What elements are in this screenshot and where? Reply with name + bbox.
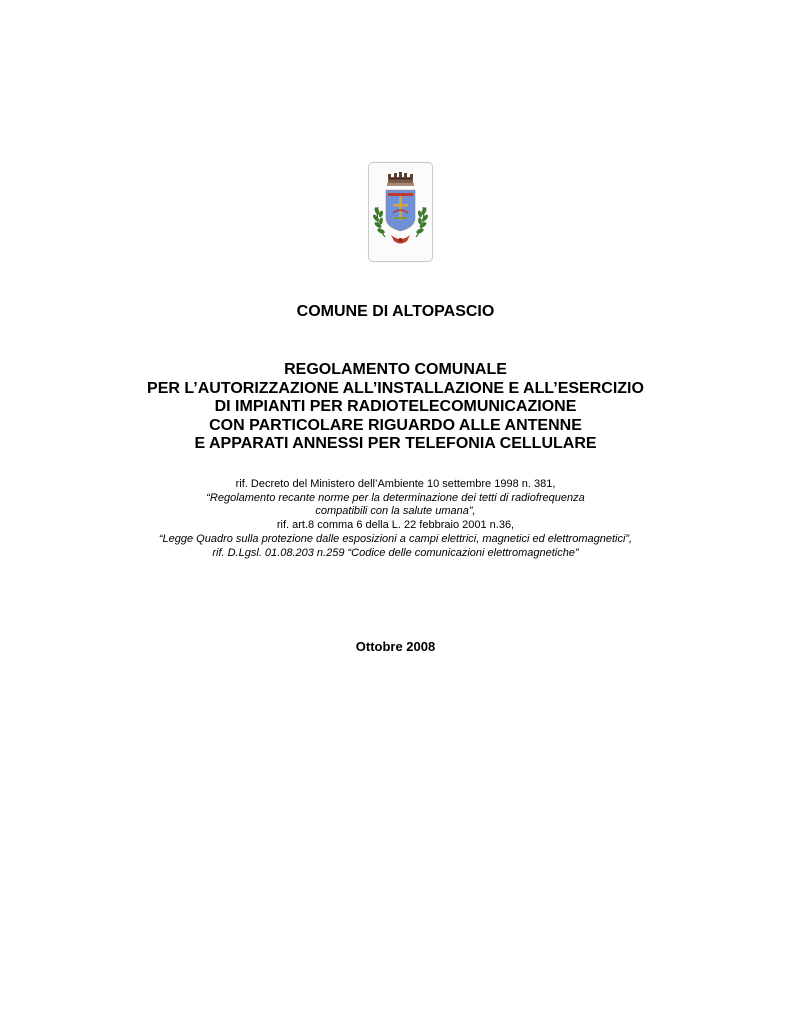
regulation-title — [0, 361, 791, 454]
crown-icon — [387, 172, 414, 186]
title-line: DI IMPIANTI PER RADIOTELECOMUNICAZIONE — [214, 398, 577, 415]
title-line: E APPARATI ANNESSI PER TELEFONIA CELLULARE — [194, 435, 597, 452]
reference-line: rif. D.Lgsl. 01.08.203 n.259 “Codice delle comunicazioni elettromagnetiche” — [212, 546, 579, 559]
reference-line: “Regolamento recante norme per la determinazione dei tetti di radiofrequenza — [206, 491, 585, 504]
legal-references — [0, 478, 791, 560]
shield-icon — [386, 190, 415, 231]
laurel-branch-right-icon — [416, 207, 430, 237]
title-line: CON PARTICOLARE RIGUARDO ALLE ANTENNE — [209, 416, 582, 434]
title-line: PER L’AUTORIZZAZIONE ALL’INSTALLAZIONE E ALL’ESERCIZIO — [147, 379, 644, 397]
reference-line: compatibili con la salute umana”, — [315, 505, 476, 518]
document-date: Ottobre 2008 — [355, 639, 436, 654]
ribbon-icon — [391, 235, 410, 244]
laurel-branch-left-icon — [372, 207, 386, 237]
reference-line: rif. Decreto del Ministero dell’Ambiente 10 settembre 1998 n. 381, — [235, 478, 556, 490]
coat-of-arms-icon — [369, 163, 432, 261]
title-line: REGOLAMENTO COMUNALE — [284, 361, 507, 378]
reference-line: “Legge Quadro sulla protezione dalle esposizioni a campi elettrici, magnetici ed elettromagnetici”, — [158, 532, 633, 545]
municipal-crest — [368, 162, 433, 262]
reference-line: rif. art.8 comma 6 della L. 22 febbraio 2001 n.36, — [276, 519, 515, 532]
municipality-name: COMUNE DI ALTOPASCIO — [296, 303, 495, 320]
